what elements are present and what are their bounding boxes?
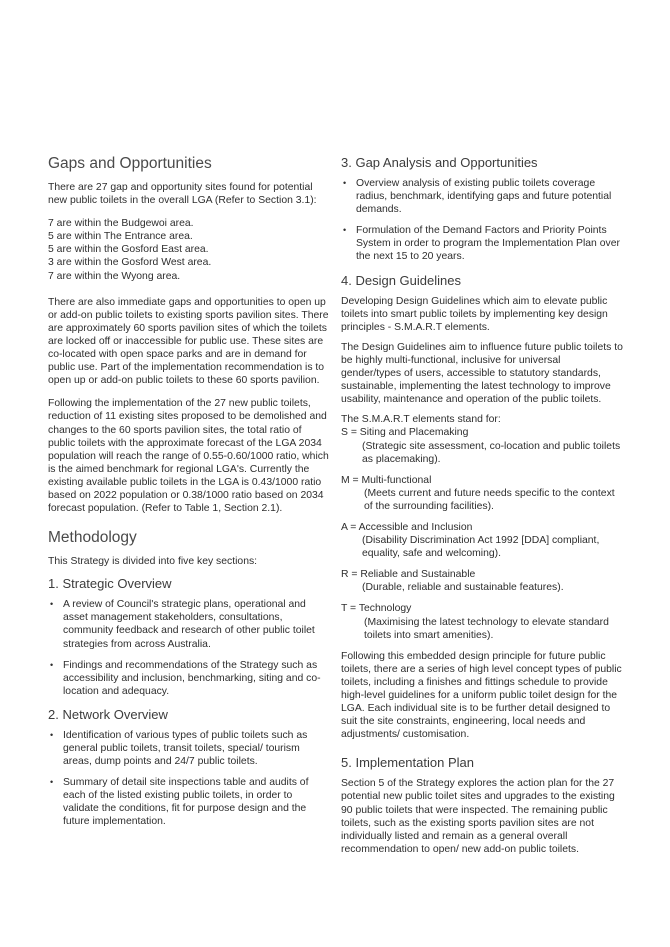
list-item-text: A review of Council's strategic plans, operational and asset management stakeholders, consultations, community feedback and research of other public toilet strategies from across Australia. <box>63 599 315 650</box>
smart-description: (Disability Discrimination Act 1992 [DDA] compliant, equality, safe and welcoming). <box>362 535 600 560</box>
list-item: • Overview analysis of existing public toilets coverage radius, benchmark, identifying gaps and future potential demands. <box>343 178 612 216</box>
area-item: 5 are within The Entrance area. <box>48 231 193 243</box>
smart-term: T = Technology <box>341 603 412 615</box>
gap-analysis-list <box>341 177 623 264</box>
list-item-text: Formulation of the Demand Factors and Priority Points System in order to program the Implementation Plan over the next 15 to 20 years. <box>356 225 620 263</box>
right-column <box>341 154 623 856</box>
list-item: • A review of Council's strategic plans, operational and asset management stakeholders, consultations, community feedback and research of other public toilet strategies from across Australia. <box>50 599 315 650</box>
network-overview-list <box>48 729 330 829</box>
design-paragraph: Developing Design Guidelines which aim to elevate public toilets into smart public toilets by implementing key design principles - S.M.A.R.T elements. <box>341 295 608 333</box>
area-list <box>48 217 330 282</box>
list-item: • Identification of various types of public toilets such as general public toilets, transit toilets, special/ tourism areas, dump points and 24/7 public toilets. <box>50 729 308 768</box>
list-item: • Summary of detail site inspections table and audits of each of the listed existing public toilets, in order to validate the conditions, fit for purpose design and the future implementation. <box>50 777 309 828</box>
gaps-intro-paragraph: There are 27 gap and opportunity sites found for potential new public toilets in the overall LGA (Refer to Section 3.1): <box>48 182 317 207</box>
smart-term: R = Reliable and Sustainable <box>341 569 476 581</box>
implementation-paragraph: Section 5 of the Strategy explores the action plan for the 27 potential new public toilet sites and upgrades to the existing 90 public toilets that were inspected. The remaining public toilets, such as the existing sports pavilion sites are not individually listed and remain as a general overall recommendation to open/ new add-on public toilets. <box>341 778 615 855</box>
strategic-overview-heading: 1. Strategic Overview <box>48 576 172 592</box>
smart-element <box>341 474 623 513</box>
smart-description: (Meets current and future needs specific to the context of the surrounding facilities). <box>364 487 615 512</box>
gap-analysis-heading: 3. Gap Analysis and Opportunities <box>341 155 538 170</box>
smart-elements-list <box>341 426 623 641</box>
list-item-text: Findings and recommendations of the Strategy such as accessibility and inclusion, benchmarking, siting and co-location and adequacy. <box>63 659 321 697</box>
smart-element <box>341 602 623 641</box>
smart-term: S = Siting and Placemaking <box>341 427 469 439</box>
following-implementation-paragraph: Following the implementation of the 27 new public toilets, reduction of 11 existing sites proposed to be demolished and changes to the 60 sports pavilion sites, the total ratio of public toilets with the approximate forecast of the LGA 2034 population will reach the range of 0.55-0.60/1000 ratio, which is the aimed benchmark for regional LGA's. Currently the existing available public toilets in the LGA is 0.43/1000 ratio based on 2022 population or 0.38/1000 ratio based on 2034 forecast population. (Refer to Table 1, Section 2.1). <box>48 398 329 515</box>
smart-description: (Maximising the latest technology to elevate standard toilets into smart amenities). <box>364 616 609 641</box>
smart-description: (Strategic site assessment, co-location and public toilets as placemaking). <box>362 440 621 465</box>
smart-description: (Durable, reliable and sustainable features). <box>362 582 564 594</box>
list-item-text: Identification of various types of public toilets such as general public toilets, transit toilets, special/ tourism areas, dump points and 24/7 public toilets. <box>63 729 308 768</box>
network-overview-heading: 2. Network Overview <box>48 706 168 722</box>
area-item: 3 are within the Gosford West area. <box>48 257 212 269</box>
gaps-opportunities-heading: Gaps and Opportunities <box>48 155 212 172</box>
list-item-text: Overview analysis of existing public toilets coverage radius, benchmark, identifying gaps and future potential demands. <box>356 178 612 216</box>
smart-intro: The S.M.A.R.T elements stand for: <box>341 414 501 426</box>
list-item: • Formulation of the Demand Factors and Priority Points System in order to program the Implementation Plan over the next 15 to 20 years. <box>343 225 620 263</box>
list-item: • Findings and recommendations of the Strategy such as accessibility and inclusion, benchmarking, siting and co-location and adequacy. <box>50 659 321 697</box>
smart-element <box>341 521 623 560</box>
methodology-heading: Methodology <box>48 529 137 547</box>
smart-term: A = Accessible and Inclusion <box>341 521 473 533</box>
area-item: 7 are within the Wyong area. <box>48 270 181 282</box>
smart-element <box>341 426 623 465</box>
smart-term: M = Multi-functional <box>341 474 432 486</box>
design-paragraph: The Design Guidelines aim to influence future public toilets to be highly multi-functional, inclusive for universal gender/types of users, accessible to statutory standards, sustainable, implementing the latest technology to improve usability, maintenance and operation of the public toilets. <box>341 341 623 406</box>
area-item: 5 are within the Gosford East area. <box>48 244 209 256</box>
design-paragraph: Following this embedded design principle for future public toilets, there are a series of high level concept types of public toilets, including a finishes and fittings schedule to provide high-level guidelines for a uniform public toilet design for the LGA. Each individual site is to be further detail designed to suit the site constraints, engineering, local needs and adjustments/ customisation. <box>341 650 622 741</box>
immediate-gaps-paragraph: There are also immediate gaps and opportunities to open up or add-on public toilets to existing sports pavilion sites. There are approximately 60 sports pavilion sites of which the toilets are locked off or inaccessible for public use. These sites are co-located with open space parks and are in demand for public use. Part of the implementation recommendation is to open up or add-on public toilets to these 60 sports pavilion. <box>48 296 329 387</box>
methodology-intro: This Strategy is divided into five key sections: <box>48 556 258 568</box>
list-item-text: Summary of detail site inspections table and audits of each of the listed existing public toilets, in order to validate the conditions, fit for purpose design and the future implementation. <box>63 777 309 828</box>
left-column <box>48 154 330 837</box>
implementation-plan-heading: 5. Implementation Plan <box>341 755 474 771</box>
strategic-overview-list <box>48 598 330 698</box>
design-guidelines-heading: 4. Design Guidelines <box>341 272 461 288</box>
smart-element <box>341 568 623 594</box>
area-item: 7 are within the Budgewoi area. <box>48 218 194 230</box>
